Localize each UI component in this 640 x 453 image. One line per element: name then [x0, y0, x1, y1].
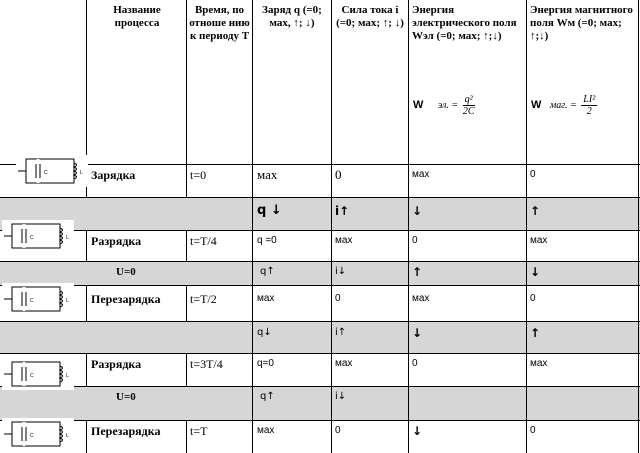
col-divider: [86, 420, 87, 453]
col-divider: [186, 285, 187, 321]
charge-value: мах: [257, 425, 275, 436]
electric-energy-value: 0: [412, 358, 418, 369]
col-divider: [86, 230, 87, 261]
header-electric-energy: Энергия электрического поля Wэл (=0; мах; ↑;↓): [412, 4, 517, 42]
electric-energy-value: мах: [412, 293, 430, 304]
process-time: t=0: [190, 168, 207, 182]
electric-energy-value: ↓: [412, 326, 423, 340]
header-time: Время, по отноше нию к периоду Т: [189, 4, 250, 42]
voltage-label: U=0: [116, 391, 136, 403]
svg-text:L: L: [80, 170, 83, 176]
charge-value: q↑: [260, 266, 275, 277]
lc-circuit-diagram: [16, 155, 88, 187]
magnetic-energy-value: 0: [530, 293, 536, 304]
row-divider: [0, 230, 640, 231]
col-divider: [86, 285, 87, 321]
magnetic-energy-value: мах: [530, 235, 548, 246]
magnetic-energy-value: 0: [530, 425, 536, 436]
shaded-row: [0, 261, 640, 285]
row-divider: [0, 197, 640, 198]
col-divider: [408, 0, 409, 453]
charge-value: мах: [257, 293, 275, 304]
header-magnetic-energy: Энергия магнитного поля Wм (=0; мах; ↑;↓): [530, 4, 633, 42]
col-divider: [186, 353, 187, 386]
charge-value: q↓: [257, 327, 272, 338]
row-divider: [0, 353, 640, 354]
charge-value: q =0: [257, 235, 277, 246]
electric-energy-value: ↓: [412, 424, 423, 438]
current-value: i↑: [335, 327, 347, 338]
process-name: Разрядка: [91, 234, 142, 248]
magnetic-energy-value: 0: [530, 169, 536, 180]
current-value: мах: [335, 358, 353, 369]
shaded-row: [0, 197, 640, 230]
lc-circuit-diagram: [2, 358, 74, 390]
current-value: 0: [335, 425, 341, 436]
charge-value: q↑: [260, 391, 275, 402]
col-divider: [186, 420, 187, 453]
process-name: Зарядка: [91, 168, 136, 182]
process-name: Перезарядка: [91, 292, 161, 306]
row-divider: [0, 261, 640, 262]
row-divider: [0, 285, 640, 286]
charge-value: мах: [257, 167, 278, 182]
formula-electric-energy: W эл. = $\frac{\text{q²}}{2C}$: [413, 94, 475, 117]
col-divider: [526, 0, 527, 453]
process-time: t=3T/4: [190, 357, 223, 371]
current-value: 0: [335, 167, 342, 182]
current-value: i↓: [335, 266, 347, 277]
svg-text:C: C: [30, 235, 34, 241]
electric-energy-value: 0: [412, 235, 418, 246]
col-divider: [638, 0, 639, 453]
voltage-label: U=0: [116, 266, 136, 278]
header-process-name: Название процесса: [113, 4, 161, 29]
formula-magnetic-energy: W маг. = $\frac{\text{LI²}}{2}$: [531, 94, 596, 117]
header-charge: Заряд q (=0; мах, ↑; ↓): [262, 4, 322, 29]
svg-text:L: L: [66, 235, 69, 241]
electric-energy-value: ↑: [412, 265, 423, 279]
electric-energy-value: ↓: [412, 204, 423, 218]
magnetic-energy-value: ↑: [530, 326, 541, 340]
process-time: t=T/2: [190, 292, 217, 306]
charge-value: q ↓: [257, 203, 282, 218]
process-time: t=T/4: [190, 234, 217, 248]
magnetic-energy-value: ↓: [530, 265, 541, 279]
svg-text:L: L: [66, 373, 69, 379]
electric-energy-value: мах: [412, 169, 430, 180]
col-divider: [186, 230, 187, 261]
svg-text:C: C: [30, 298, 34, 304]
shaded-row: [0, 386, 640, 420]
magnetic-energy-value: мах: [530, 358, 548, 369]
charge-value: q=0: [257, 358, 274, 369]
col-divider: [331, 0, 332, 453]
current-value: i↓: [335, 391, 347, 402]
svg-text:C: C: [30, 433, 34, 439]
row-divider: [0, 386, 640, 387]
svg-text:C: C: [30, 373, 34, 379]
shaded-row: [0, 321, 640, 353]
current-value: мах: [335, 235, 353, 246]
process-name: Перезарядка: [91, 424, 161, 438]
row-divider: [0, 420, 640, 421]
svg-text:L: L: [66, 433, 69, 439]
row-divider: [0, 164, 640, 165]
header-current: Сила тока i (=0; мах; ↑; ↓): [336, 4, 404, 29]
col-divider: [86, 353, 87, 386]
svg-text:C: C: [44, 170, 48, 176]
magnetic-energy-value: ↑: [530, 204, 541, 218]
row-divider: [0, 321, 640, 322]
current-value: 0: [335, 293, 341, 304]
current-value: i↑: [335, 204, 350, 218]
process-name: Разрядка: [91, 357, 142, 371]
lc-circuit-diagram: [2, 283, 74, 315]
svg-text:L: L: [66, 298, 69, 304]
process-time: t=T: [190, 424, 208, 438]
col-divider: [186, 0, 187, 197]
col-divider: [252, 0, 253, 453]
lc-circuit-diagram: [2, 220, 74, 252]
lc-circuit-diagram: [2, 418, 74, 450]
